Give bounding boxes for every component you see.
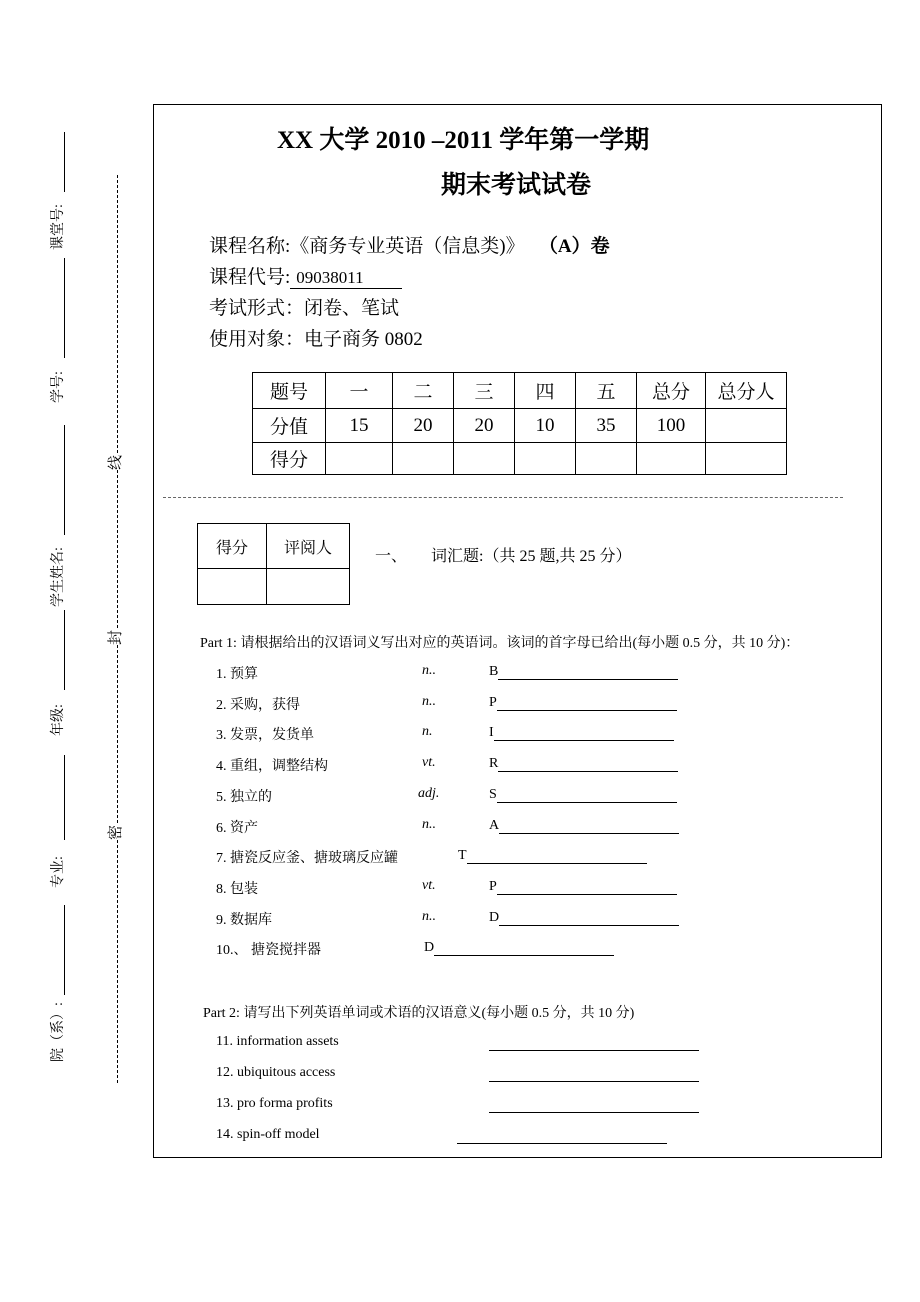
initial-letter: D (424, 940, 435, 956)
item-chinese: 独立的 (230, 789, 272, 805)
section-title: 词汇题:（共 25 题,共 25 分） (431, 548, 632, 565)
score-input-cell (706, 443, 787, 475)
field-class-no: 课堂号: (51, 204, 66, 250)
item-number: 4. (216, 759, 227, 775)
answer-field[interactable] (489, 786, 677, 803)
item-chinese: 搪瓷反应釜、搪玻璃反应罐 (230, 851, 398, 867)
item-number: 5. (216, 789, 227, 805)
item-number: 1. (216, 667, 227, 682)
table-header-cell: 四 (515, 373, 576, 409)
answer-field[interactable] (489, 878, 677, 895)
item-number: 6. (216, 820, 227, 836)
course-code-label: 课程代号: (209, 267, 291, 288)
points-cell: 20 (393, 409, 454, 443)
row-label: 得分 (253, 443, 326, 475)
item-number: 3. (216, 728, 227, 744)
part1-instruction: Part 1: 请根据给出的汉语词义写出对应的英语词。该词的首字母已给出(每小题 0.5 分，共 10 分)： (200, 636, 800, 651)
term-text: 12. ubiquitous access (216, 1065, 336, 1080)
vocab-item (216, 724, 816, 744)
course-name: 课程名称:《商务专业英语（信息类)》 (209, 236, 525, 257)
answer-field[interactable] (489, 1034, 699, 1051)
term-text: 13. pro forma profits (216, 1096, 333, 1111)
exam-form: 考试形式：闭卷、笔试 (209, 298, 400, 319)
term-text: 11. information assets (216, 1034, 339, 1049)
paper-type: （A）卷 (538, 236, 610, 257)
item-number: 10.、 (216, 943, 248, 959)
term-item (216, 1127, 816, 1143)
answer-field[interactable] (489, 1065, 699, 1082)
item-chinese: 数据库 (230, 912, 272, 928)
item-pos: n.. (422, 693, 436, 709)
initial-letter: R (489, 756, 499, 772)
answer-field[interactable] (424, 939, 614, 956)
item-pos: vt. (422, 755, 436, 771)
field-grade: 年级: (51, 704, 66, 736)
course-code-row (209, 262, 402, 289)
score-input-cell (454, 443, 515, 475)
field-line (64, 755, 65, 840)
points-cell: 15 (326, 409, 393, 443)
field-line (64, 425, 65, 535)
vocab-item (216, 909, 816, 929)
table-header-cell: 二 (393, 373, 454, 409)
table-header-cell: 一 (326, 373, 393, 409)
answer-field[interactable] (489, 694, 677, 711)
field-student-no: 学号: (51, 371, 66, 403)
field-department: 院（系）: (51, 1002, 66, 1062)
answer-field[interactable] (458, 847, 647, 864)
vocab-item (216, 878, 816, 898)
table-header-cell: 五 (576, 373, 637, 409)
answer-field[interactable] (489, 755, 678, 772)
item-chinese: 重组，调整结构 (230, 759, 328, 775)
item-pos: n.. (422, 908, 436, 924)
section-1-heading (375, 543, 631, 566)
course-code: 09038011 (290, 268, 402, 289)
seal-char: 线 (104, 455, 125, 470)
field-line (64, 610, 65, 690)
item-number: 7. (216, 851, 227, 867)
answer-field[interactable] (489, 1096, 699, 1113)
score-table (252, 372, 787, 475)
field-line (64, 258, 65, 358)
score-input-cell (326, 443, 393, 475)
initial-letter: S (489, 786, 497, 802)
answer-field[interactable] (489, 909, 679, 926)
answer-field[interactable] (489, 817, 679, 834)
seal-char: 密 (104, 825, 125, 840)
grader-header: 评阅人 (267, 524, 350, 569)
item-pos: adj. (418, 785, 440, 801)
vocab-item (216, 694, 816, 714)
course-name-row (209, 231, 610, 258)
item-number: 9. (216, 912, 227, 928)
vocab-item (216, 847, 816, 867)
table-header-cell: 三 (454, 373, 515, 409)
initial-letter: D (489, 909, 500, 925)
item-number: 2. (216, 697, 227, 713)
field-line (64, 132, 65, 192)
term-item (216, 1065, 816, 1081)
target-class: 使用对象：电子商务 0802 (209, 329, 423, 350)
score-header: 得分 (198, 524, 267, 569)
item-pos: n.. (422, 816, 436, 832)
table-header-cell: 总分 (637, 373, 706, 409)
grader-cell[interactable] (267, 569, 350, 605)
item-number: 8. (216, 881, 227, 897)
field-major: 专业: (51, 856, 66, 888)
item-chinese: 采购，获得 (230, 697, 300, 713)
table-header-cell: 题号 (253, 373, 326, 409)
grader-box (197, 523, 350, 605)
item-chinese: 发票，发货单 (230, 728, 314, 744)
score-input-cell (576, 443, 637, 475)
field-student-name: 学生姓名: (51, 547, 66, 607)
term-item (216, 1096, 816, 1112)
points-cell: 100 (637, 409, 706, 443)
seal-char: 封 (104, 630, 125, 645)
item-chinese: 包装 (230, 881, 258, 897)
item-pos: vt. (422, 877, 436, 893)
section-number: 一、 (375, 548, 408, 565)
initial-letter: A (489, 817, 500, 833)
points-cell: 10 (515, 409, 576, 443)
vocab-item (216, 755, 816, 775)
initial-letter: P (489, 694, 497, 710)
item-chinese: 资产 (230, 820, 258, 836)
answer-field[interactable] (457, 1127, 667, 1144)
table-header-cell: 总分人 (706, 373, 787, 409)
score-input-cell (393, 443, 454, 475)
row-label: 分值 (253, 409, 326, 443)
vocab-item (216, 663, 816, 683)
term-item (216, 1034, 816, 1050)
score-cell[interactable] (198, 569, 267, 605)
initial-letter: B (489, 664, 499, 679)
field-line (64, 905, 65, 995)
exam-title: XX 大学 2010 –2011 学年第一学期 (277, 127, 650, 154)
part2-instruction: Part 2: 请写出下列英语单词或术语的汉语意义(每小题 0.5 分，共 10 分) (203, 1006, 635, 1021)
score-input-cell (637, 443, 706, 475)
points-cell (706, 409, 787, 443)
score-input-cell (515, 443, 576, 475)
term-text: 14. spin-off model (216, 1127, 320, 1142)
answer-field[interactable] (489, 663, 678, 680)
item-chinese: 预算 (230, 667, 258, 682)
exam-subtitle: 期末考试试卷 (441, 172, 592, 199)
initial-letter: T (458, 848, 467, 864)
vocab-item (216, 939, 816, 959)
answer-field[interactable] (489, 724, 674, 741)
vocab-item (216, 817, 816, 837)
item-pos: n.. (422, 663, 436, 678)
initial-letter: P (489, 878, 497, 894)
points-cell: 20 (454, 409, 515, 443)
initial-letter: I (489, 725, 494, 741)
item-chinese: 搪瓷搅拌器 (251, 943, 321, 959)
points-cell: 35 (576, 409, 637, 443)
divider (163, 497, 843, 498)
vocab-item (216, 786, 816, 806)
item-pos: n. (422, 724, 433, 740)
